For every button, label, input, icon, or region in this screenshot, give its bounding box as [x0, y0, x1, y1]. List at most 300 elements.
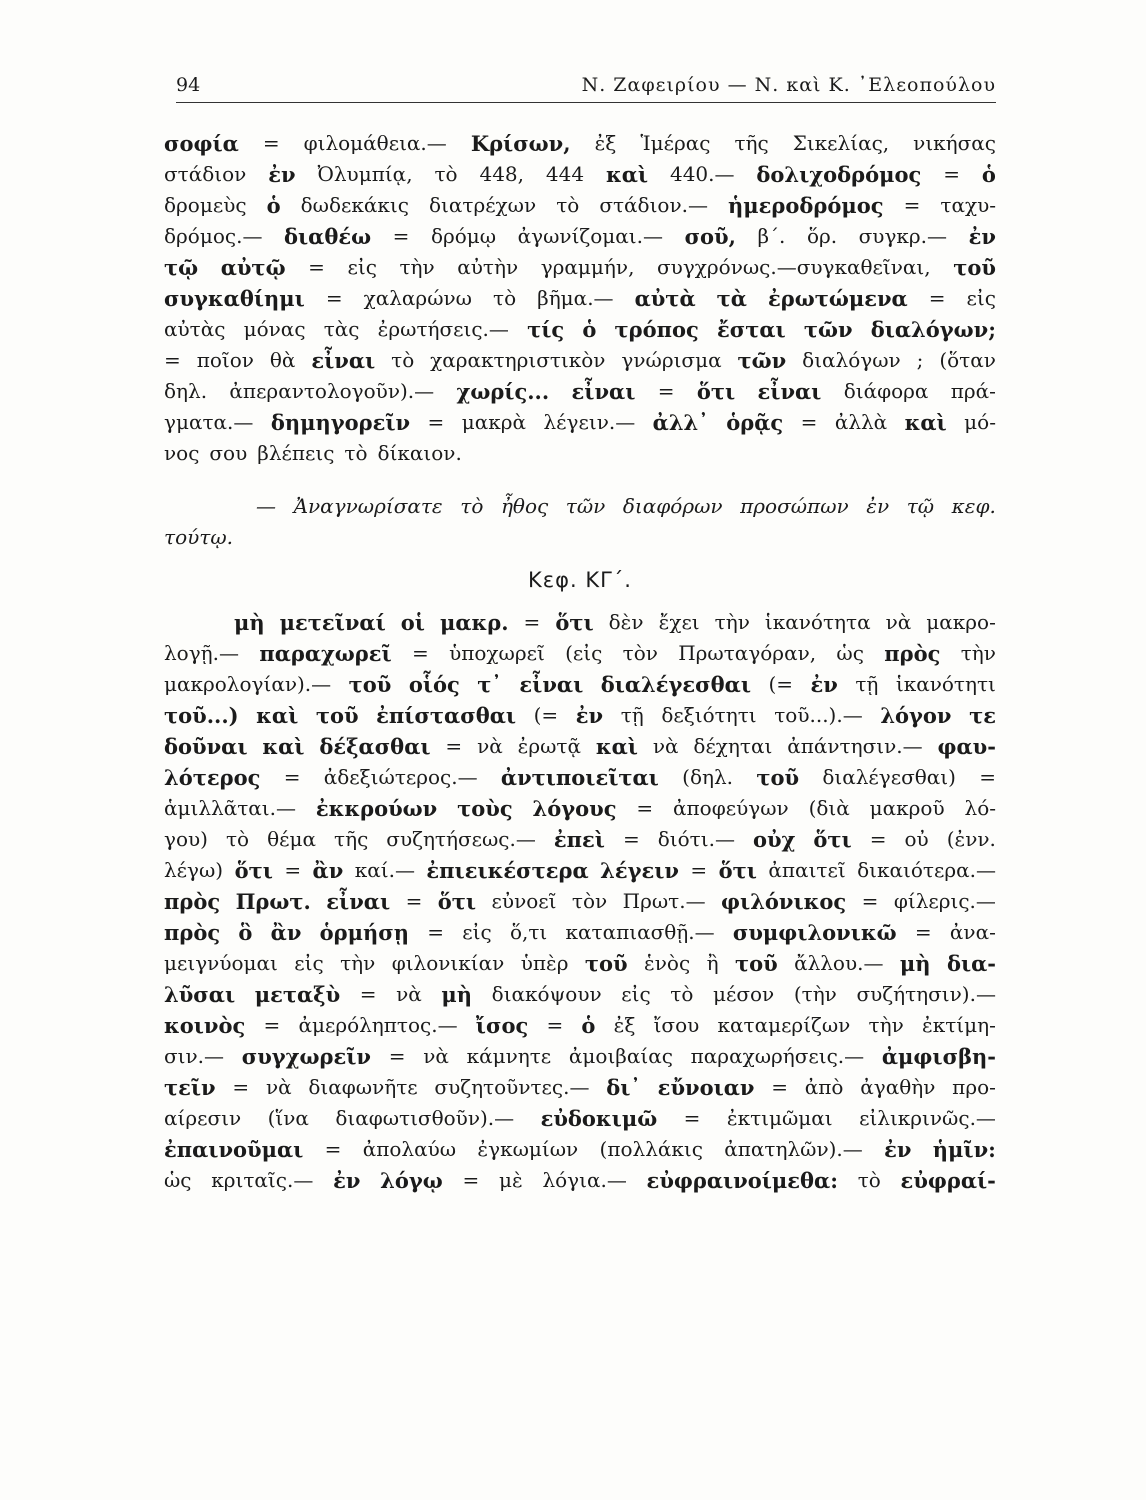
word: μακρὰ	[461, 410, 527, 434]
word: =	[683, 1106, 701, 1130]
word: ὁρᾷς	[726, 410, 784, 435]
text-line	[164, 669, 996, 700]
text-line	[164, 252, 996, 283]
word: νὰ	[265, 1075, 292, 1099]
word: νικήσας	[913, 131, 996, 155]
word: στάδιον.—	[599, 193, 708, 217]
word: =	[308, 255, 325, 279]
text-block-glossary	[164, 128, 996, 469]
word: =	[405, 889, 423, 913]
page-header	[176, 72, 996, 103]
word: ὁρμήσῃ	[319, 920, 410, 945]
word: ἱκανότητα	[764, 610, 871, 634]
word: τῆς	[334, 827, 369, 851]
text-block-chapter	[164, 607, 996, 1196]
word: τῶν	[737, 348, 787, 373]
word: μὴ	[899, 951, 931, 976]
word: διαλόγων	[802, 348, 901, 372]
text-line	[164, 855, 996, 886]
word: =	[928, 286, 946, 310]
word: ἀμοιβαίας	[568, 1044, 673, 1068]
word: (τὴν	[793, 982, 837, 1006]
text-line	[164, 1072, 996, 1103]
word: κριταῖς.—	[211, 1168, 314, 1192]
word: Πρωταγόραν,	[678, 641, 817, 665]
word: εἰς	[966, 286, 996, 310]
word: =	[388, 1044, 406, 1068]
word: ἐν	[268, 162, 296, 187]
word: θὰ	[269, 348, 296, 372]
word: τῆς	[734, 131, 769, 155]
word: εἰς	[621, 982, 651, 1006]
word: νὰ	[477, 734, 503, 758]
page-number: 94	[176, 74, 201, 96]
word: =	[262, 131, 280, 155]
text-line	[164, 917, 996, 948]
word: τὴν	[399, 255, 435, 279]
word: ὅρ.	[806, 224, 838, 248]
word: μέσον	[713, 982, 775, 1006]
word: =	[943, 162, 960, 186]
word: τῇ	[620, 703, 644, 727]
word: (διὰ	[808, 796, 850, 820]
word: λέγω)	[164, 858, 224, 882]
word: τοῦ...)	[164, 703, 239, 728]
word: φίλερις.—	[893, 889, 996, 913]
word: μὴ	[234, 610, 265, 635]
word: συγχρόνως.—συγκαθεῖναι,	[657, 255, 931, 279]
word: τρόπος	[614, 317, 699, 342]
word: εἶναι	[757, 379, 822, 404]
word: εὐδοκιμῶ	[540, 1106, 658, 1131]
text-line	[164, 314, 996, 345]
word: β΄.	[757, 224, 786, 248]
word: εὐφραί-	[900, 1168, 996, 1193]
text-line	[164, 638, 996, 669]
word: εὔνοιαν	[657, 1075, 755, 1100]
word: λέγειν	[600, 858, 679, 883]
word: =	[800, 410, 818, 434]
word: ἐγκωμίων	[477, 1137, 579, 1161]
word: =	[657, 379, 675, 403]
word: 440.—	[669, 162, 735, 186]
word: —	[256, 494, 276, 518]
word: ἡμεροδρόμος	[728, 193, 884, 218]
word: =	[283, 765, 301, 789]
word: δια-	[946, 951, 996, 976]
word: χωρίς...	[456, 379, 550, 404]
word: ὁ	[581, 1013, 596, 1038]
word: μὲ	[498, 1168, 523, 1192]
text-line	[164, 128, 996, 159]
word: ἴσος	[475, 1013, 529, 1038]
word: θέμα	[267, 827, 317, 851]
word: ὅτι	[555, 610, 594, 635]
word: ἐρωτήσεις.—	[377, 317, 509, 341]
word: =	[412, 641, 429, 665]
word: ἔσται	[716, 317, 786, 342]
word: κεφ.	[951, 494, 996, 518]
text-line	[164, 1041, 996, 1072]
text-line	[164, 376, 996, 407]
word: διαθέω	[283, 224, 372, 249]
word: =	[359, 982, 377, 1006]
word: λῦσαι	[164, 982, 236, 1007]
word: ἀμερόληπτος.—	[298, 1013, 458, 1037]
word: τὸ	[857, 1168, 881, 1192]
word: αὐτὴν	[457, 255, 519, 279]
word: παραχωρεῖ	[259, 641, 392, 666]
word: δρόμῳ	[430, 224, 497, 248]
word: λογῇ.—	[164, 641, 240, 665]
word: ἐξ	[613, 1013, 636, 1037]
word: τὸν	[571, 889, 608, 913]
word: ἂν	[270, 920, 302, 945]
word: αὐτὰς	[164, 317, 226, 341]
word: κοινὸς	[164, 1013, 246, 1038]
word: διακόψουν	[491, 982, 602, 1006]
word: δημηγορεῖν	[270, 410, 411, 435]
word: =	[861, 889, 879, 913]
word: καὶ	[606, 162, 649, 187]
word: βλέπεις	[257, 441, 335, 465]
word: ἄλλου.—	[794, 951, 884, 975]
word: γου)	[164, 827, 208, 851]
word: πρὸς	[164, 889, 221, 914]
word: Ἱμέρας	[640, 131, 711, 155]
word: εἶναι	[571, 379, 636, 404]
word: λέγειν.—	[543, 410, 636, 434]
word: (πολλάκις	[599, 1137, 703, 1161]
text-line	[164, 1010, 996, 1041]
word: κάμνητε	[466, 1044, 552, 1068]
word: συγχωρεῖν	[241, 1044, 371, 1069]
word: ἱκανότητι	[895, 672, 996, 696]
word: τοῦ	[756, 765, 800, 790]
word: παραχωρήσεις.—	[690, 1044, 865, 1068]
word: καταπιασθῇ.—	[565, 920, 715, 944]
text-line	[164, 345, 996, 376]
word: μό-	[964, 410, 996, 434]
word: τῷ	[164, 255, 199, 280]
word: =	[903, 193, 921, 217]
word: ἀποφεύγων	[673, 796, 789, 820]
word: τὸ	[460, 494, 484, 518]
word: αὐτῷ	[220, 255, 286, 280]
word: λόγους	[532, 796, 617, 821]
word: μετεῖναί	[279, 610, 386, 635]
page-body	[164, 128, 996, 1196]
word: 444	[545, 162, 585, 186]
word: (ἐνν.	[946, 827, 996, 851]
word: μακρ.	[439, 610, 509, 635]
word: μειγνύομαι	[164, 951, 278, 975]
word: ὑποχωρεῖ	[449, 641, 545, 665]
word: ἐπαινοῦμαι	[164, 1137, 304, 1162]
word: εὐνοεῖ	[491, 889, 557, 913]
text-line	[164, 221, 996, 252]
word: τοῦ	[953, 255, 996, 280]
word: ἑνὸς	[644, 951, 691, 975]
word: ἐξ	[594, 131, 617, 155]
word: ἀπατηλῶν).—	[724, 1137, 863, 1161]
word: =	[979, 765, 996, 789]
word: =	[546, 1013, 564, 1037]
word: ὁ	[266, 193, 281, 218]
word: =	[263, 1013, 281, 1037]
word: μὴ	[441, 982, 473, 1007]
word: γνώρισμα	[621, 348, 722, 372]
word: τοῦ	[584, 951, 628, 976]
word: ταχυ-	[940, 193, 996, 217]
word: τὴν	[714, 610, 750, 634]
word: τίς	[527, 317, 565, 342]
word: πρὸς	[164, 920, 221, 945]
word: τοὺς	[457, 796, 513, 821]
text-line	[164, 1103, 996, 1134]
word: εἰς	[347, 255, 377, 279]
word: σοῦ,	[684, 224, 736, 249]
word: νὰ	[423, 1044, 449, 1068]
word: καταμερίζων	[717, 1013, 851, 1037]
word: συγκαθίημι	[164, 286, 305, 311]
word: ἦθος	[500, 494, 549, 518]
word: λόγον	[880, 703, 952, 728]
word: τοῦ	[315, 703, 359, 728]
word: ἀδεξιώτερος.—	[323, 765, 478, 789]
word: =	[523, 610, 541, 634]
word: οἷός	[408, 672, 460, 697]
word: ἐρωτώμενα	[767, 286, 908, 311]
word: οὐχ	[752, 827, 796, 852]
word: Ἀναγνωρίσατε	[293, 494, 443, 518]
word: ἐρωτᾷ	[517, 734, 581, 758]
word: ὅτι	[234, 858, 273, 883]
word: =	[869, 827, 887, 851]
word: ἐν	[866, 494, 890, 518]
word: (δηλ.	[682, 765, 734, 789]
word: καί.—	[354, 858, 415, 882]
word: τὸ	[225, 827, 250, 851]
word: τὰς	[323, 317, 360, 341]
word: τοῦ	[348, 672, 392, 697]
word: ἀπαιτεῖ	[768, 858, 846, 882]
word: ἐπίστασθαι	[376, 703, 517, 728]
word: ἐν	[884, 1137, 912, 1162]
word: ὡς	[164, 1168, 192, 1192]
text-line	[164, 948, 996, 979]
word: ὃ	[238, 920, 253, 945]
word: ἐπεὶ	[553, 827, 605, 852]
word: δρόμος.—	[164, 224, 263, 248]
word: =	[232, 1075, 250, 1099]
word: δὲν	[608, 610, 644, 634]
word: βῆμα.—	[537, 286, 614, 310]
word: ἀμφισβη-	[881, 1044, 996, 1069]
word: δεξιότητι	[661, 703, 757, 727]
word: διαφωτισθοῦν).—	[335, 1106, 515, 1130]
word: διαφόρων	[622, 494, 723, 518]
word: μεταξὺ	[254, 982, 341, 1007]
word: Ὀλυμπίᾳ,	[317, 162, 413, 186]
text-line	[164, 762, 996, 793]
word: ὁ	[981, 162, 996, 187]
word: τὰ	[716, 286, 747, 311]
word: ἐν	[968, 224, 996, 249]
word: ἐκτιμῶμαι	[726, 1106, 833, 1130]
word: =	[325, 286, 343, 310]
word: ὅ,τι	[509, 920, 548, 944]
word: =	[284, 858, 302, 882]
spacer	[164, 469, 996, 491]
word: ὅτι	[696, 379, 736, 404]
word: σου	[209, 441, 248, 465]
word: καὶ	[262, 734, 305, 759]
text-line	[164, 190, 996, 221]
word: (ὅταν	[939, 348, 996, 372]
word: ἀγαθὴν	[860, 1075, 936, 1099]
word: =	[445, 734, 463, 758]
word: εἰς	[294, 951, 324, 975]
word: διαλέγεσθαι	[600, 672, 751, 697]
word: συζητοῦντες.—	[434, 1075, 590, 1099]
word: ἀλλ᾿	[652, 410, 709, 435]
word: τε	[969, 703, 996, 728]
word: ὅτι	[437, 889, 477, 914]
word: φιλόνικος	[721, 889, 847, 914]
word: τὸν	[622, 641, 658, 665]
word: σοφία	[164, 131, 239, 156]
word: συζήτησιν).—	[856, 982, 996, 1006]
word: ποῖον	[196, 348, 254, 372]
text-line	[164, 607, 996, 638]
word: καὶ	[595, 734, 638, 759]
word: τὸ	[493, 286, 517, 310]
word: τοῦ...).—	[774, 703, 863, 727]
word: (=	[533, 703, 559, 727]
word: μακροῦ	[869, 796, 945, 820]
word: Σικελίας,	[792, 131, 890, 155]
word: οἱ	[400, 610, 425, 635]
word: ὁ	[582, 317, 597, 342]
word: δίκαιον.	[377, 441, 462, 465]
word: νος	[164, 441, 200, 465]
word: 448,	[479, 162, 524, 186]
word: ἀπὸ	[804, 1075, 844, 1099]
word: ἂν	[312, 858, 344, 883]
word: δοῦναι	[164, 734, 248, 759]
word: διατρέχων	[428, 193, 537, 217]
text-line	[164, 283, 996, 314]
word: τεῖν	[164, 1075, 216, 1100]
word: =	[771, 1075, 789, 1099]
word: τῶν	[803, 317, 853, 342]
word: τῷ	[906, 494, 935, 518]
word: Κρίσων,	[470, 131, 571, 156]
word: =	[324, 1137, 342, 1161]
word: ἐπιεικέστερα	[426, 858, 589, 883]
word: =	[622, 827, 640, 851]
word: Πρωτ.—	[622, 889, 706, 913]
word: =	[392, 224, 410, 248]
word: Πρωτ.	[235, 889, 311, 914]
word: εἰς	[462, 920, 492, 944]
word: μόνας	[243, 317, 306, 341]
word: λόγῳ	[380, 1168, 443, 1193]
word: στάδιον	[164, 162, 247, 186]
word: λότερος	[164, 765, 261, 790]
word: γματα.—	[164, 410, 254, 434]
word: χαρακτηριστικὸν	[430, 348, 606, 372]
word: φιλονικίαν	[391, 951, 505, 975]
word: =	[164, 348, 181, 372]
word: τ᾿	[477, 672, 502, 697]
word: εἶναι	[519, 672, 584, 697]
word: αίρεσιν	[164, 1106, 242, 1130]
word: ἔχει	[658, 610, 700, 634]
text-line	[164, 731, 996, 762]
word: ἴσου	[653, 1013, 700, 1037]
word: δολιχοδρόμος	[756, 162, 922, 187]
word: δηλ.	[164, 379, 208, 403]
word: συμφιλονικῶ	[732, 920, 897, 945]
word: δρομεὺς	[164, 193, 247, 217]
word: τὸ	[391, 348, 415, 372]
exercise-line	[164, 491, 996, 522]
word: =	[427, 410, 445, 434]
word: =	[914, 920, 932, 944]
text-line	[164, 1134, 996, 1165]
word: μακρολογίαν).—	[164, 672, 332, 696]
word: (ἵνα	[267, 1106, 309, 1130]
word: ἐκτίμη-	[921, 1013, 996, 1037]
word: =	[427, 920, 445, 944]
word: λόγια.—	[542, 1168, 627, 1192]
text-line	[164, 824, 996, 855]
word: ἐν	[810, 672, 838, 697]
word: φαυ-	[937, 734, 996, 759]
word: συζητήσεως.—	[386, 827, 536, 851]
word: ἀπολαύω	[362, 1137, 457, 1161]
word: τὸ	[344, 441, 368, 465]
word: καὶ	[256, 703, 299, 728]
word: (εἰς	[565, 641, 603, 665]
word: =	[462, 1168, 480, 1192]
word: τὴν	[868, 1013, 904, 1037]
text-line	[164, 700, 996, 731]
word: διάφορα	[843, 379, 929, 403]
word: εἰλικρινῶς.—	[859, 1106, 996, 1130]
word: διαλέγεσθαι)	[822, 765, 956, 789]
word: λό-	[964, 796, 996, 820]
word: διότι.—	[657, 827, 735, 851]
word: ἀπεραντολογοῦν).—	[229, 379, 435, 403]
word: χαλαρώνω	[363, 286, 472, 310]
word: αὐτὰ	[634, 286, 696, 311]
word: προσώπων	[740, 494, 849, 518]
text-line	[164, 979, 996, 1010]
word: ὡς	[836, 641, 864, 665]
text-line	[164, 159, 996, 190]
word: οὐ	[904, 827, 929, 851]
word: νὰ	[652, 734, 679, 758]
word: τὴν	[340, 951, 376, 975]
word: γραμμήν,	[540, 255, 635, 279]
word: (=	[768, 672, 794, 696]
word: ὅτι	[718, 858, 757, 883]
word: ὅτι	[813, 827, 852, 852]
word: σιν.—	[164, 1044, 225, 1068]
